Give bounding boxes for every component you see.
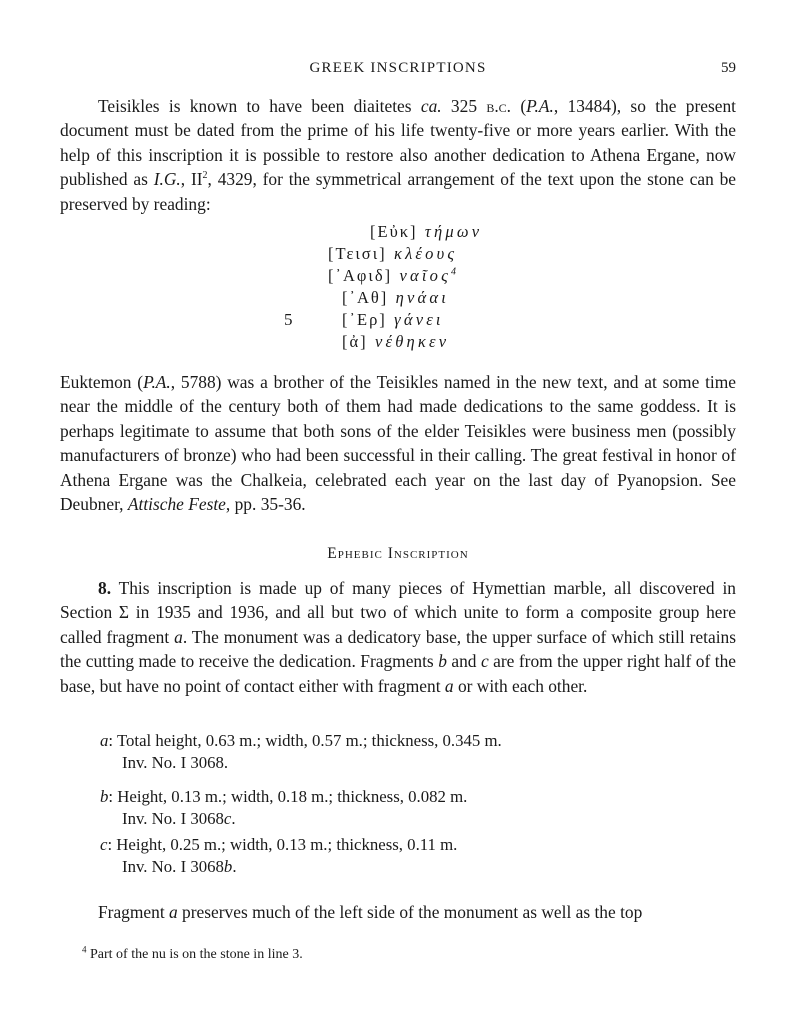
preserved-text: νέθηκεν [374, 332, 450, 351]
paragraph-euktemon [60, 370, 736, 516]
inscription-text [342, 332, 449, 352]
restored-text: [Τεισι] [328, 244, 387, 263]
inventory-number [100, 856, 720, 878]
text-run: , 4329, for the symmetrical arrangement of the text upon the stone can be preserved by reading: [60, 169, 736, 214]
line-number: 5 [284, 310, 293, 329]
text-run: preserves much of the left side of the monument as well as the top [177, 902, 643, 922]
text-run: Teisikles is known to have been diaitetes [98, 96, 421, 116]
fragment-ref: a [444, 675, 454, 696]
restored-text: [᾿Αφιδ] [328, 266, 393, 285]
inventory-number: Inv. No. I 3068. [122, 753, 229, 772]
inv-suffix: c [223, 809, 232, 828]
footnote-text: Part of the nu is on the stone in line 3. [86, 947, 303, 962]
inscription-text [328, 266, 459, 286]
measurement-dims [100, 786, 720, 808]
footnote-marker: 4 [450, 266, 460, 278]
inscription-text [342, 288, 449, 308]
inscription-text [370, 222, 482, 242]
paragraph-item-8 [60, 576, 736, 698]
inscription-line [60, 244, 736, 266]
fragment-letter: b [100, 787, 109, 806]
preserved-text: γάνει [394, 310, 444, 329]
fragment-letter: a [100, 731, 109, 750]
preserved-text: τήμων [424, 222, 483, 241]
superscript: 2 [202, 170, 208, 182]
abbrev-circa: ca. [420, 96, 442, 116]
inscription-line [60, 310, 736, 332]
preserved-text: κλέους [393, 244, 458, 263]
inv-suffix: b [223, 857, 233, 876]
measurement-dims [100, 834, 720, 856]
fragment-ref: a [169, 902, 178, 922]
inscription-text [328, 244, 457, 264]
text-run: and [446, 651, 481, 672]
measurement-dims [100, 730, 720, 752]
text-run: . The monument was a dedicatory base, the upper surface of which still retains the cutting made to receive the dedication. Fragments [60, 626, 736, 672]
inv-end: . [232, 857, 237, 876]
dims-text: : Height, 0.25 m.; width, 0.13 m.; thickness, 0.11 m. [107, 835, 458, 854]
text-run: , 5788) was a brother of the Teisikles named in the new text, and at some time near the middle of the century both of them had made dedications to the same goddess. It is perhaps legitimate to assume that both sons of the elder Teisikles were business men (possibly manufacturers of bronze) who had been successful in their calling. The great festival in honor of Athena Ergane was the Chalkeia, celebrated each year on the last day of Pyanopsion. See Deubner, [60, 372, 736, 515]
fragment-ref: c [480, 651, 489, 672]
paragraph-teisikles [60, 94, 736, 216]
inscription-line [60, 332, 736, 354]
greek-inscription [60, 222, 736, 354]
fragment-ref: b [438, 651, 447, 672]
citation-ig: I.G. [153, 169, 181, 190]
measurement-c [100, 834, 720, 878]
text-run: are from the upper right half of the base, but have no point of contact either with fragment [60, 651, 736, 696]
inv-prefix: Inv. No. I 3068 [122, 809, 224, 828]
item-number: 8. [98, 578, 112, 598]
text-run: or with each other. [453, 675, 588, 696]
text-run: , II [180, 169, 203, 190]
text-run: This inscription is made up of many pieces of Hymettian marble, all discovered in Section Σ in 1935 and 1936, and all but two of which unite to form a composite group here called fragment [60, 578, 736, 647]
inscription-line [60, 288, 736, 310]
preserved-text: ναῖος [399, 266, 451, 285]
book-title: Attische Feste [127, 494, 226, 515]
text-run: Fragment [98, 902, 169, 922]
measurement-b [100, 786, 720, 830]
running-head [60, 60, 736, 82]
footnote-mark: 4 [82, 944, 87, 955]
restored-text: [᾿Ερ] [342, 310, 387, 329]
abbrev-bc: b.c. [486, 96, 512, 116]
inventory-number [100, 808, 720, 830]
citation-pa: P.A. [143, 372, 171, 392]
restored-text: [Εὐκ] [370, 222, 418, 241]
fragment-letter: c [100, 835, 108, 854]
text-run: , pp. 35-36. [225, 494, 306, 515]
preserved-text: ηνάαι [395, 288, 450, 307]
inscription-line [60, 222, 736, 244]
text-run: 325 [441, 96, 487, 116]
text-run: ( [511, 96, 527, 116]
text-run: Euktemon ( [60, 372, 144, 392]
text-run: , 13484), so the present document must be dated from the prime of his life twenty-five or more years earlier. With the help of this inscription it is possible to restore also another dedication to Athena Ergane, now published as [60, 96, 736, 190]
inscription-text [342, 310, 444, 330]
paragraph-fragment-a [60, 900, 736, 924]
restored-text: [᾿Αθ] [342, 288, 389, 307]
fragment-ref: a [174, 626, 183, 647]
restored-text: [ἀ] [342, 332, 368, 351]
citation-pa: P.A. [526, 96, 554, 116]
inv-prefix: Inv. No. I 3068 [122, 857, 224, 876]
dims-text: : Total height, 0.63 m.; width, 0.57 m.; thickness, 0.345 m. [108, 731, 502, 750]
measurement-a [100, 730, 720, 774]
page-number: 59 [721, 60, 736, 76]
running-title: GREEK INSCRIPTIONS [309, 60, 487, 76]
footnote [82, 946, 732, 964]
section-heading: Ephebic Inscription [327, 545, 469, 562]
inv-end: . [231, 809, 236, 828]
inscription-line [60, 266, 736, 288]
dims-text: : Height, 0.13 m.; width, 0.18 m.; thickness, 0.082 m. [108, 787, 468, 806]
